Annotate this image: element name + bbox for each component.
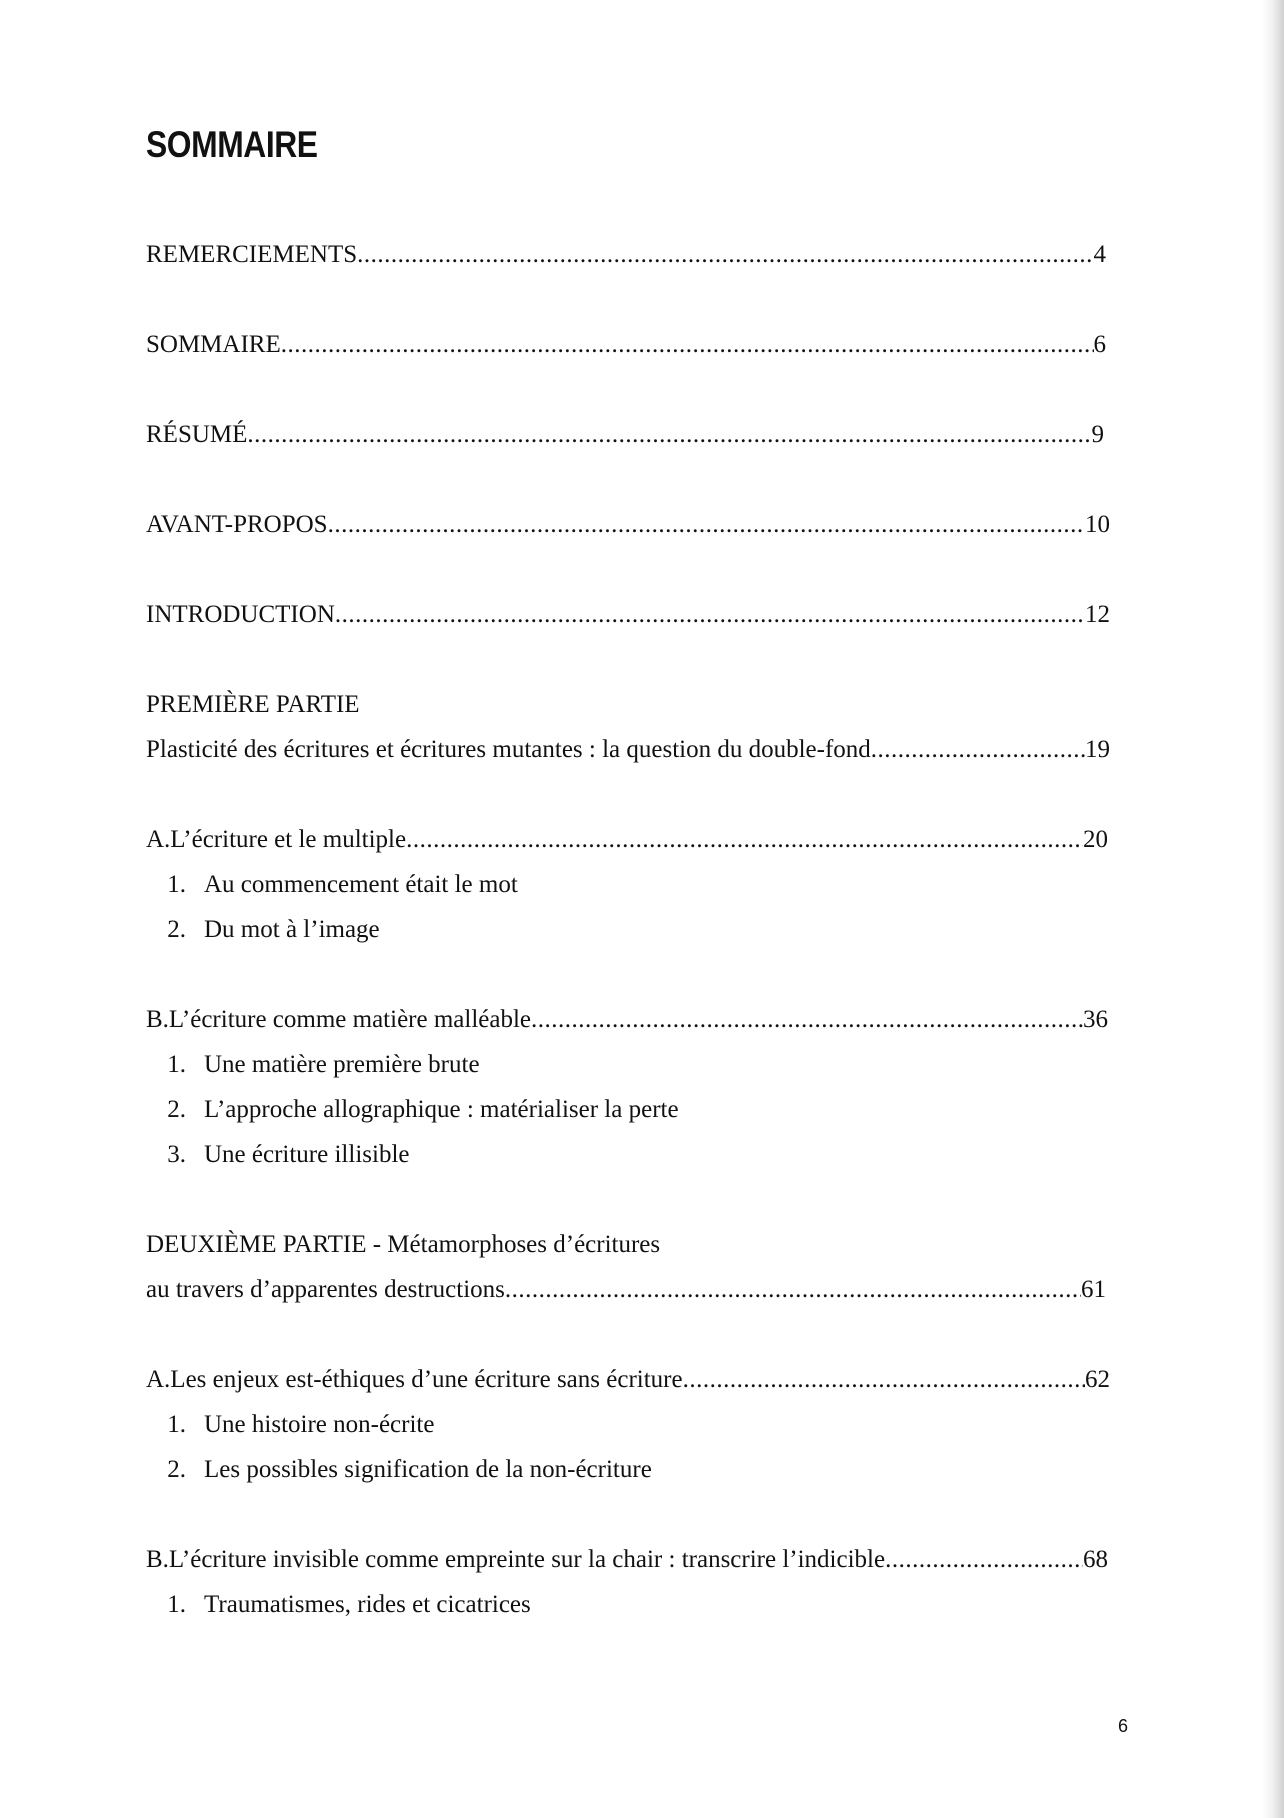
page-number: 6 bbox=[1118, 1716, 1129, 1736]
toc-entry-label: AVANT-PROPOS bbox=[146, 511, 328, 538]
toc-entry-sommaire[interactable] bbox=[146, 328, 1106, 362]
subitem-number: 2. bbox=[167, 1456, 186, 1483]
toc-entry-page: 36 bbox=[1083, 1006, 1108, 1033]
dot-leader bbox=[871, 733, 1085, 767]
toc-entry-resume[interactable] bbox=[146, 418, 1104, 452]
toc-subitem[interactable] bbox=[146, 913, 380, 947]
dot-leader bbox=[505, 1273, 1081, 1307]
toc-entry-part-one[interactable] bbox=[146, 733, 1110, 767]
subitem-number: 1. bbox=[167, 1591, 186, 1618]
subitem-number: 1. bbox=[167, 871, 186, 898]
toc-entry-part-two-section-b[interactable] bbox=[146, 1543, 1108, 1577]
toc-entry-introduction[interactable] bbox=[146, 598, 1110, 632]
toc-entry-label: Plasticité des écritures et écritures mutantes : la question du double-fond bbox=[146, 736, 871, 763]
subitem-text: Traumatismes, rides et cicatrices bbox=[204, 1591, 531, 1618]
subitem-text: Une histoire non-écrite bbox=[204, 1411, 435, 1438]
dot-leader bbox=[531, 1003, 1083, 1037]
dot-leader bbox=[281, 328, 1094, 362]
dot-leader bbox=[335, 598, 1085, 632]
subitem-number: 1. bbox=[167, 1411, 186, 1438]
toc-entry-label: SOMMAIRE bbox=[146, 331, 281, 358]
toc-entry-part-one-section-a[interactable] bbox=[146, 823, 1108, 857]
toc-entry-part-one-section-b[interactable] bbox=[146, 1003, 1108, 1037]
dot-leader bbox=[683, 1363, 1085, 1397]
subitem-text: Une écriture illisible bbox=[204, 1141, 410, 1168]
dot-leader bbox=[328, 508, 1085, 542]
toc-subitem[interactable] bbox=[146, 1453, 652, 1487]
page-title: SOMMAIRE bbox=[146, 124, 318, 165]
toc-entry-label: A.Les enjeux est-éthiques d’une écriture sans écriture bbox=[146, 1366, 683, 1393]
subitem-number: 2. bbox=[167, 916, 186, 943]
subitem-number: 3. bbox=[167, 1141, 186, 1168]
toc-entry-label: A.L’écriture et le multiple bbox=[146, 826, 407, 853]
toc-entry-remerciements[interactable] bbox=[146, 238, 1106, 272]
dot-leader bbox=[357, 238, 1093, 272]
toc-subitem[interactable] bbox=[146, 868, 518, 902]
subitem-number: 2. bbox=[167, 1096, 186, 1123]
toc-subitem[interactable] bbox=[146, 1048, 480, 1082]
subitem-text: L’approche allographique : matérialiser la perte bbox=[204, 1096, 679, 1123]
toc-entry-part-two[interactable] bbox=[146, 1273, 1106, 1307]
toc-entry-label: B.L’écriture comme matière malléable bbox=[146, 1006, 532, 1033]
toc-entry-page: 12 bbox=[1085, 601, 1110, 628]
subitem-text: Au commencement était le mot bbox=[204, 871, 518, 898]
toc-subitem[interactable] bbox=[146, 1093, 679, 1127]
subitem-number: 1. bbox=[167, 1051, 186, 1078]
toc-entry-label: REMERCIEMENTS bbox=[146, 241, 358, 268]
toc-entry-label: B.L’écriture invisible comme empreinte sur la chair : transcrire l’indicible bbox=[146, 1546, 886, 1573]
toc-entry-page: 61 bbox=[1081, 1276, 1106, 1303]
toc-entry-page: 62 bbox=[1085, 1366, 1110, 1393]
subitem-text: Les possibles signification de la non-écriture bbox=[204, 1456, 652, 1483]
toc-entry-label: RÉSUMÉ bbox=[146, 421, 248, 448]
toc-subitem[interactable] bbox=[146, 1408, 434, 1442]
toc-entry-page: 10 bbox=[1085, 511, 1110, 538]
part-two-heading: DEUXIÈME PARTIE - Métamorphoses d’écritures bbox=[146, 1231, 661, 1258]
dot-leader bbox=[406, 823, 1083, 857]
toc-entry-part-two-section-a[interactable] bbox=[146, 1363, 1110, 1397]
dot-leader bbox=[247, 418, 1091, 452]
toc-entry-page: 9 bbox=[1091, 421, 1104, 448]
toc-entry-avant-propos[interactable] bbox=[146, 508, 1110, 542]
toc-entry-page: 4 bbox=[1093, 241, 1106, 268]
toc-entry-page: 20 bbox=[1083, 826, 1108, 853]
toc-entry-page: 19 bbox=[1085, 736, 1110, 763]
toc-entry-label: INTRODUCTION bbox=[146, 601, 335, 628]
part-one-heading: PREMIÈRE PARTIE bbox=[146, 691, 360, 718]
toc-entry-page: 6 bbox=[1093, 331, 1106, 358]
toc-entry-label: au travers d’apparentes destructions bbox=[146, 1276, 505, 1303]
dot-leader bbox=[885, 1543, 1083, 1577]
page-edge-shadow bbox=[1262, 0, 1284, 1818]
toc-subitem[interactable] bbox=[146, 1588, 531, 1622]
toc-subitem[interactable] bbox=[146, 1138, 409, 1172]
toc-entry-page: 68 bbox=[1083, 1546, 1108, 1573]
subitem-text: Une matière première brute bbox=[204, 1051, 480, 1078]
subitem-text: Du mot à l’image bbox=[204, 916, 380, 943]
